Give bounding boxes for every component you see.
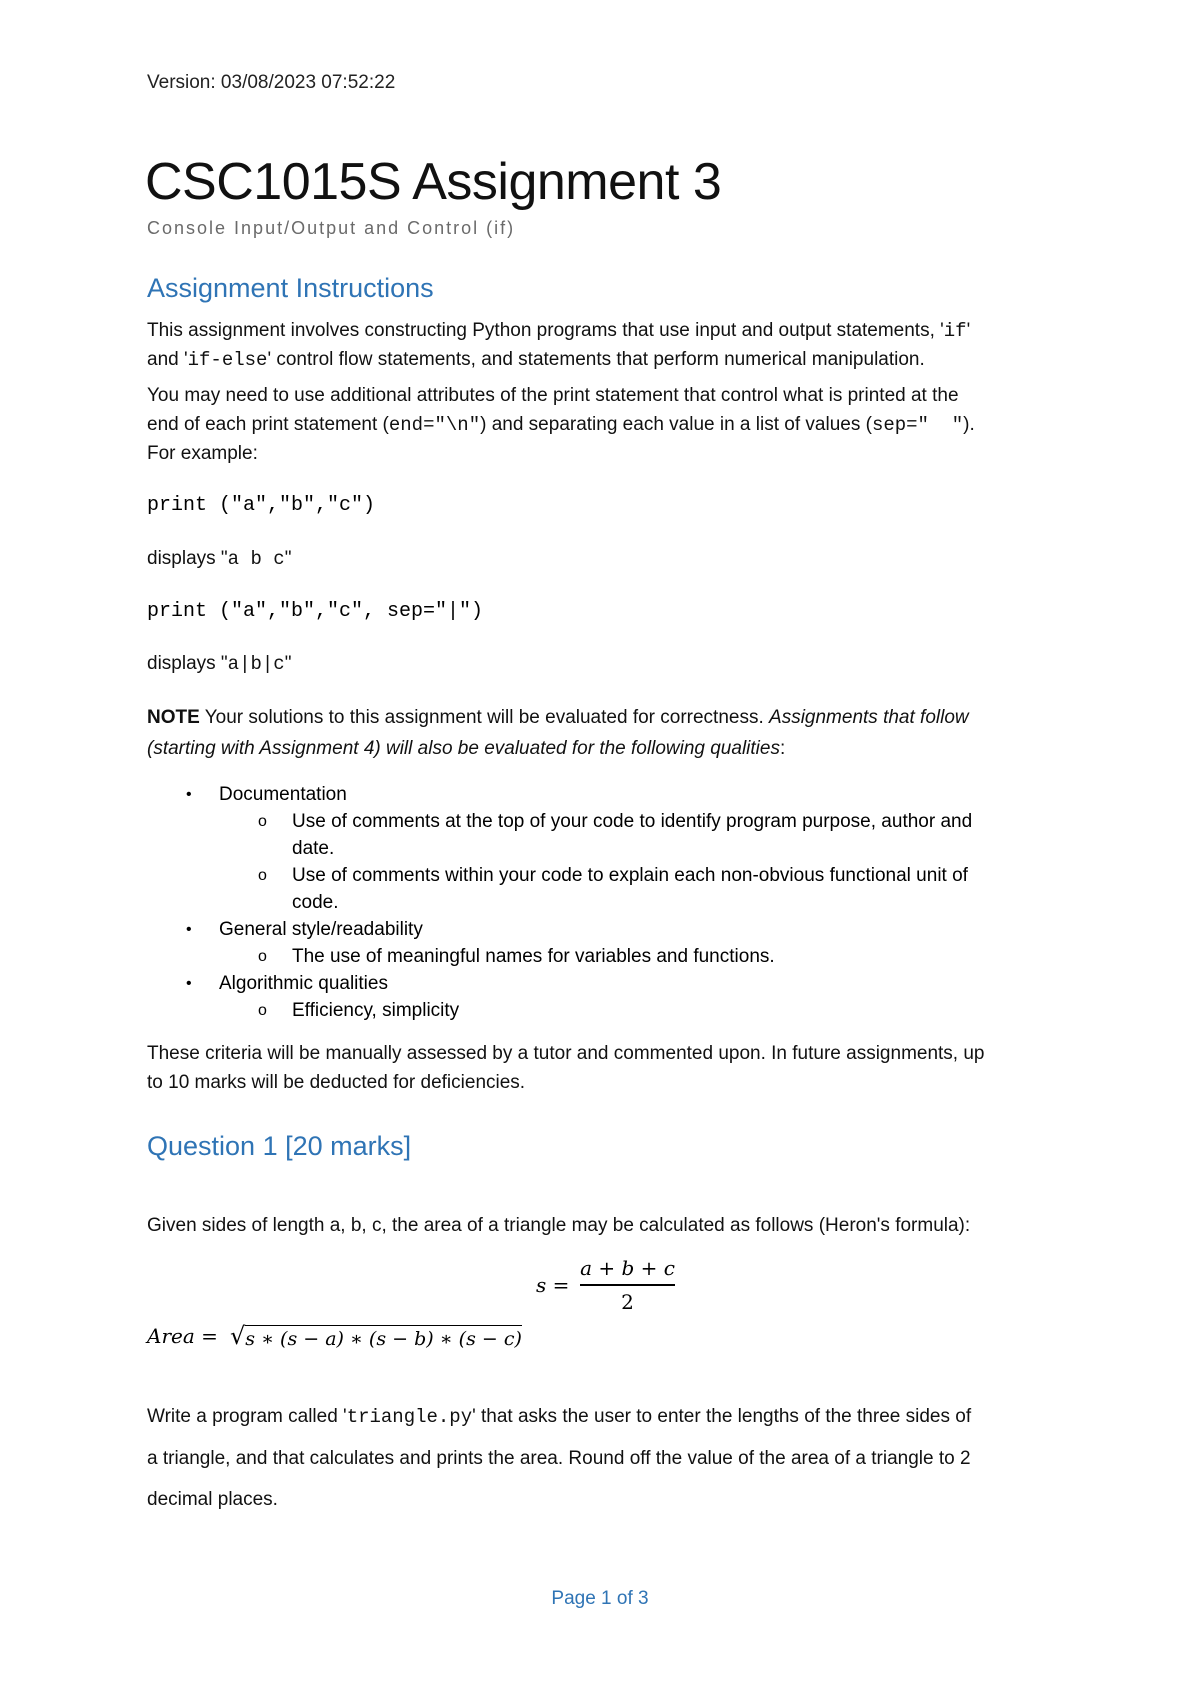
instructions-paragraph-2-line-3: For example: xyxy=(147,443,258,464)
list-item-style: General style/readability xyxy=(219,919,423,940)
formula-s-fraction xyxy=(580,1256,675,1314)
question-1-intro: Given sides of length a, b, c, the area of a triangle may be calculated as follows (Heron's formula): xyxy=(147,1215,971,1236)
bullet-marker: • xyxy=(186,975,192,992)
sub-bullet-marker: o xyxy=(258,1002,267,1019)
formula-s-denominator: 2 xyxy=(621,1289,634,1314)
question-1-heading: Question 1 [20 marks] xyxy=(147,1131,412,1161)
sub-bullet-marker: o xyxy=(258,867,267,884)
question-1-task-line-1: Write a program called 'triangle.py' that asks the user to enter the lengths of the three sides of xyxy=(147,1406,972,1428)
document-title: CSC1015S Assignment 3 xyxy=(145,153,722,211)
version-stamp: Version: 03/08/2023 07:52:22 xyxy=(147,72,396,93)
page-number: Page 1 of 3 xyxy=(551,1588,649,1609)
criteria-line-2: to 10 marks will be deducted for deficiencies. xyxy=(147,1072,526,1093)
list-item-doc-sub-1-line-1: Use of comments at the top of your code to identify program purpose, author and xyxy=(292,811,973,832)
displays-example-2: displays "a|b|c" xyxy=(147,653,292,675)
sqrt-symbol: √ xyxy=(230,1322,246,1350)
code-example-2: print ("a","b","c", sep="|") xyxy=(147,600,484,623)
list-item-algorithmic: Algorithmic qualities xyxy=(219,973,388,994)
bullet-marker: • xyxy=(186,921,192,938)
list-item-documentation: Documentation xyxy=(219,784,347,805)
sub-bullet-marker: o xyxy=(258,948,267,965)
instructions-paragraph-1-line-1: This assignment involves constructing Python programs that use input and output statements, 'if' xyxy=(147,320,971,342)
instructions-paragraph-2-line-2: end of each print statement (end="\n") and separating each value in a list of values (sep=" "). xyxy=(147,414,975,436)
formula-area-sqrt xyxy=(230,1322,522,1350)
question-1-task-line-3: decimal places. xyxy=(147,1489,278,1510)
displays-example-1: displays "a b c" xyxy=(147,548,292,570)
formula-area-radicand: s ∗ (s − a) ∗ (s − b) ∗ (s − c) xyxy=(245,1325,522,1350)
question-1-task-line-2: a triangle, and that calculates and prints the area. Round off the value of the area of a triangle to 2 xyxy=(147,1448,971,1469)
list-item-doc-sub-2-line-2: code. xyxy=(292,892,339,913)
list-item-algo-sub-1: Efficiency, simplicity xyxy=(292,1000,460,1021)
instructions-paragraph-2-line-1: You may need to use additional attributes of the print statement that control what is printed at the xyxy=(147,385,959,406)
code-example-1: print ("a","b","c") xyxy=(147,494,376,517)
note-line-2: (starting with Assignment 4) will also be evaluated for the following qualities: xyxy=(147,738,786,759)
formula-area-lhs: Area = xyxy=(147,1324,218,1348)
fraction-bar xyxy=(580,1284,675,1286)
note-line-1: NOTE Your solutions to this assignment will be evaluated for correctness. Assignments that follow xyxy=(147,707,969,728)
criteria-line-1: These criteria will be manually assessed by a tutor and commented upon. In future assignments, up xyxy=(147,1043,985,1064)
formula-s-numerator: a + b + c xyxy=(580,1256,675,1280)
list-item-doc-sub-2-line-1: Use of comments within your code to explain each non-obvious functional unit of xyxy=(292,865,968,886)
bullet-marker: • xyxy=(186,786,192,803)
instructions-paragraph-1-line-2: and 'if-else' control flow statements, and statements that perform numerical manipulation. xyxy=(147,349,925,371)
sub-bullet-marker: o xyxy=(258,813,267,830)
list-item-style-sub-1: The use of meaningful names for variables and functions. xyxy=(292,946,775,967)
document-subtitle: Console Input/Output and Control (if) xyxy=(147,218,516,238)
formula-s-lhs: s = xyxy=(536,1273,570,1297)
list-item-doc-sub-1-line-2: date. xyxy=(292,838,335,859)
instructions-heading: Assignment Instructions xyxy=(147,273,434,303)
